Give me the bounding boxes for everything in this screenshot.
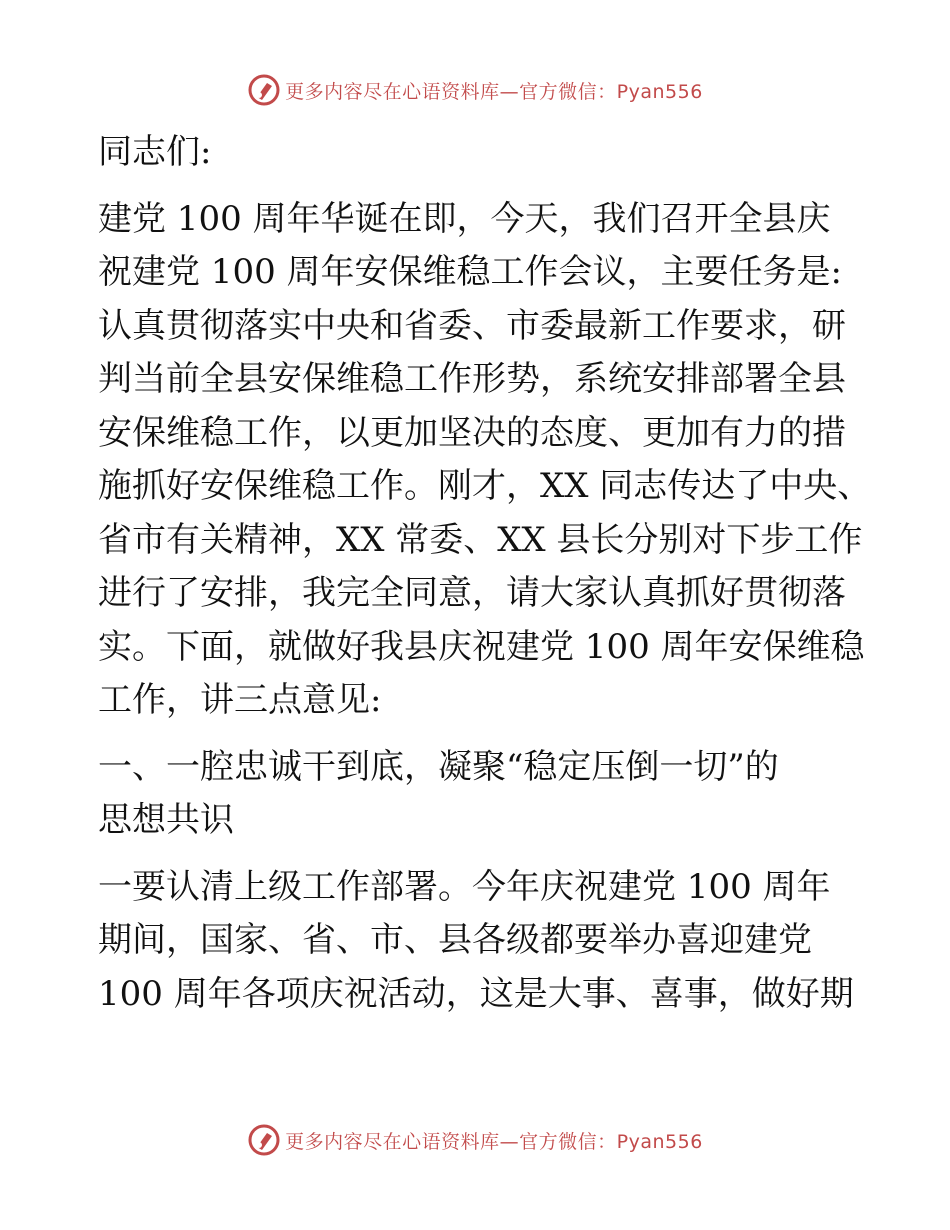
section-heading-1 — [98, 741, 858, 848]
paragraph-line: 安保维稳工作，以更加坚决的态度、更加有力的措 — [98, 412, 846, 453]
watermark-footer — [0, 1120, 950, 1160]
paragraph-section-1 — [98, 861, 858, 1022]
paragraph-line: 100 周年各项庆祝活动，这是大事、喜事，做好期 — [98, 973, 854, 1014]
paragraph-line: 一要认清上级工作部署。今年庆祝建党 100 周年 — [98, 866, 831, 907]
pen-nib-logo-icon — [247, 1123, 281, 1157]
paragraph-line: 期间，国家、省、市、县各级都要举办喜迎建党 — [98, 920, 812, 960]
watermark-header — [0, 70, 950, 110]
paragraph-line: 工作，讲三点意见: — [98, 680, 382, 720]
paragraph-line: 判当前全县安保维稳工作形势，系统安排部署全县 — [98, 359, 846, 399]
watermark-text: 更多内容尽在心语资料库—官方微信：Pyan556 — [285, 1130, 703, 1153]
paragraph-line: 省市有关精神，XX 常委、XX 县长分别对下步工作 — [98, 519, 863, 560]
paragraph-line: 实。下面，就做好我县庆祝建党 100 周年安保维稳 — [98, 626, 865, 667]
paragraph-line: 进行了安排，我完全同意，请大家认真抓好贯彻落 — [98, 573, 846, 613]
heading-line: 一、一腔忠诚干到底，凝聚“稳定压倒一切”的 — [98, 746, 779, 787]
paragraph-intro — [98, 193, 872, 728]
pen-nib-logo-icon — [247, 73, 281, 107]
paragraph-line: 祝建党 100 周年安保维稳工作会议，主要任务是: — [98, 252, 842, 292]
watermark-text: 更多内容尽在心语资料库—官方微信：Pyan556 — [285, 80, 703, 103]
paragraph-line: 建党 100 周年华诞在即，今天，我们召开全县庆 — [98, 198, 831, 239]
document-body — [98, 126, 872, 1021]
paragraph-line: 认真贯彻落实中央和省委、市委最新工作要求，研 — [98, 305, 846, 346]
salutation: 同志们: — [98, 132, 212, 172]
paragraph-line: 施抓好安保维稳工作。刚才，XX 同志传达了中央、 — [98, 466, 872, 506]
heading-line: 思想共识 — [98, 800, 234, 840]
